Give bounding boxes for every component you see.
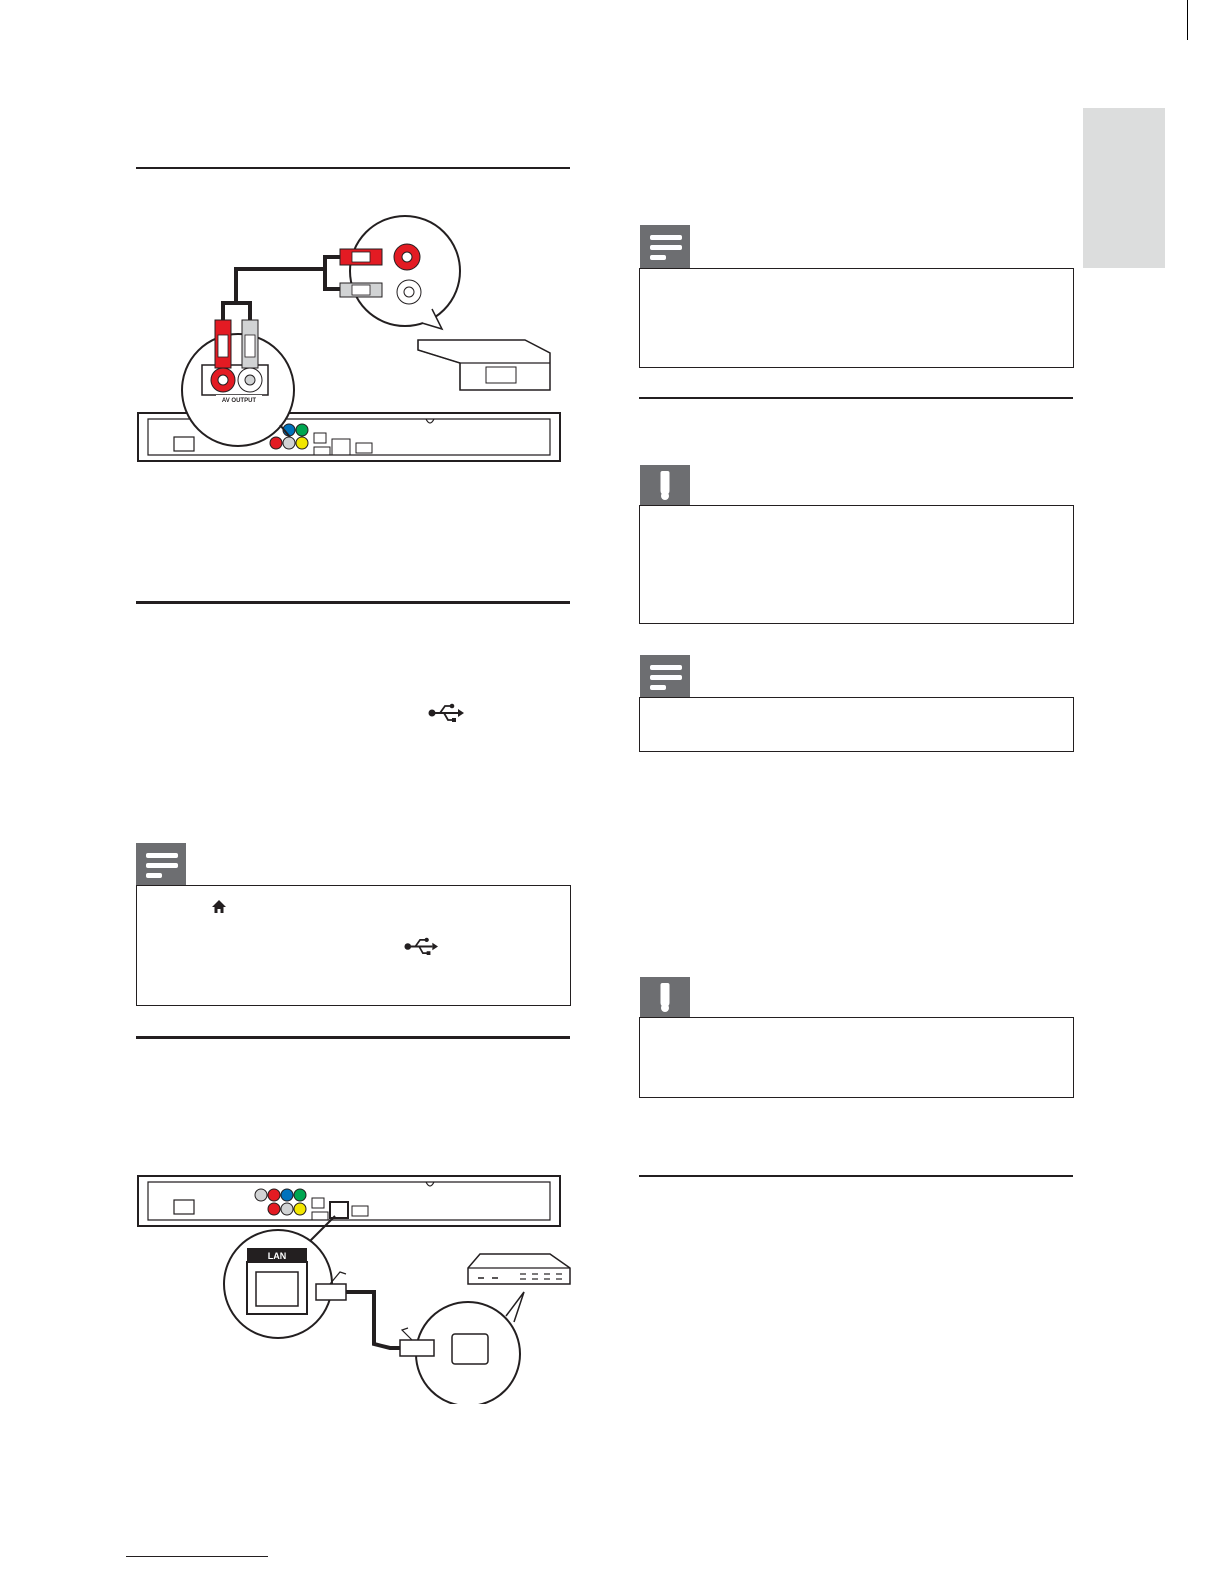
usb-icon bbox=[404, 937, 438, 956]
note-icon bbox=[640, 225, 690, 269]
exclamation-icon bbox=[640, 977, 690, 1018]
note-box-1 bbox=[639, 268, 1074, 368]
section-rule-right-1 bbox=[639, 397, 1073, 399]
crop-mark bbox=[1187, 0, 1188, 40]
section-rule-audio bbox=[136, 167, 570, 169]
language-tab bbox=[1083, 108, 1165, 268]
network-connection-diagram bbox=[130, 1168, 580, 1404]
section-rule-right-2 bbox=[639, 1175, 1073, 1177]
note-box-2 bbox=[639, 697, 1074, 752]
av-output-label: AV OUTPUT bbox=[221, 398, 257, 404]
note-box-usb bbox=[136, 885, 571, 1006]
home-icon bbox=[211, 899, 227, 915]
usb-icon bbox=[428, 703, 464, 723]
note-icon bbox=[640, 655, 690, 698]
caution-box-2 bbox=[639, 1017, 1074, 1098]
audio-connection-diagram bbox=[130, 205, 580, 475]
note-icon bbox=[136, 843, 186, 886]
section-rule-usb bbox=[136, 601, 570, 604]
exclamation-icon bbox=[640, 465, 690, 506]
caution-box-1 bbox=[639, 505, 1074, 624]
section-rule-network bbox=[136, 1036, 570, 1039]
footer-rule bbox=[126, 1556, 268, 1557]
lan-label: LAN bbox=[267, 1251, 287, 1261]
